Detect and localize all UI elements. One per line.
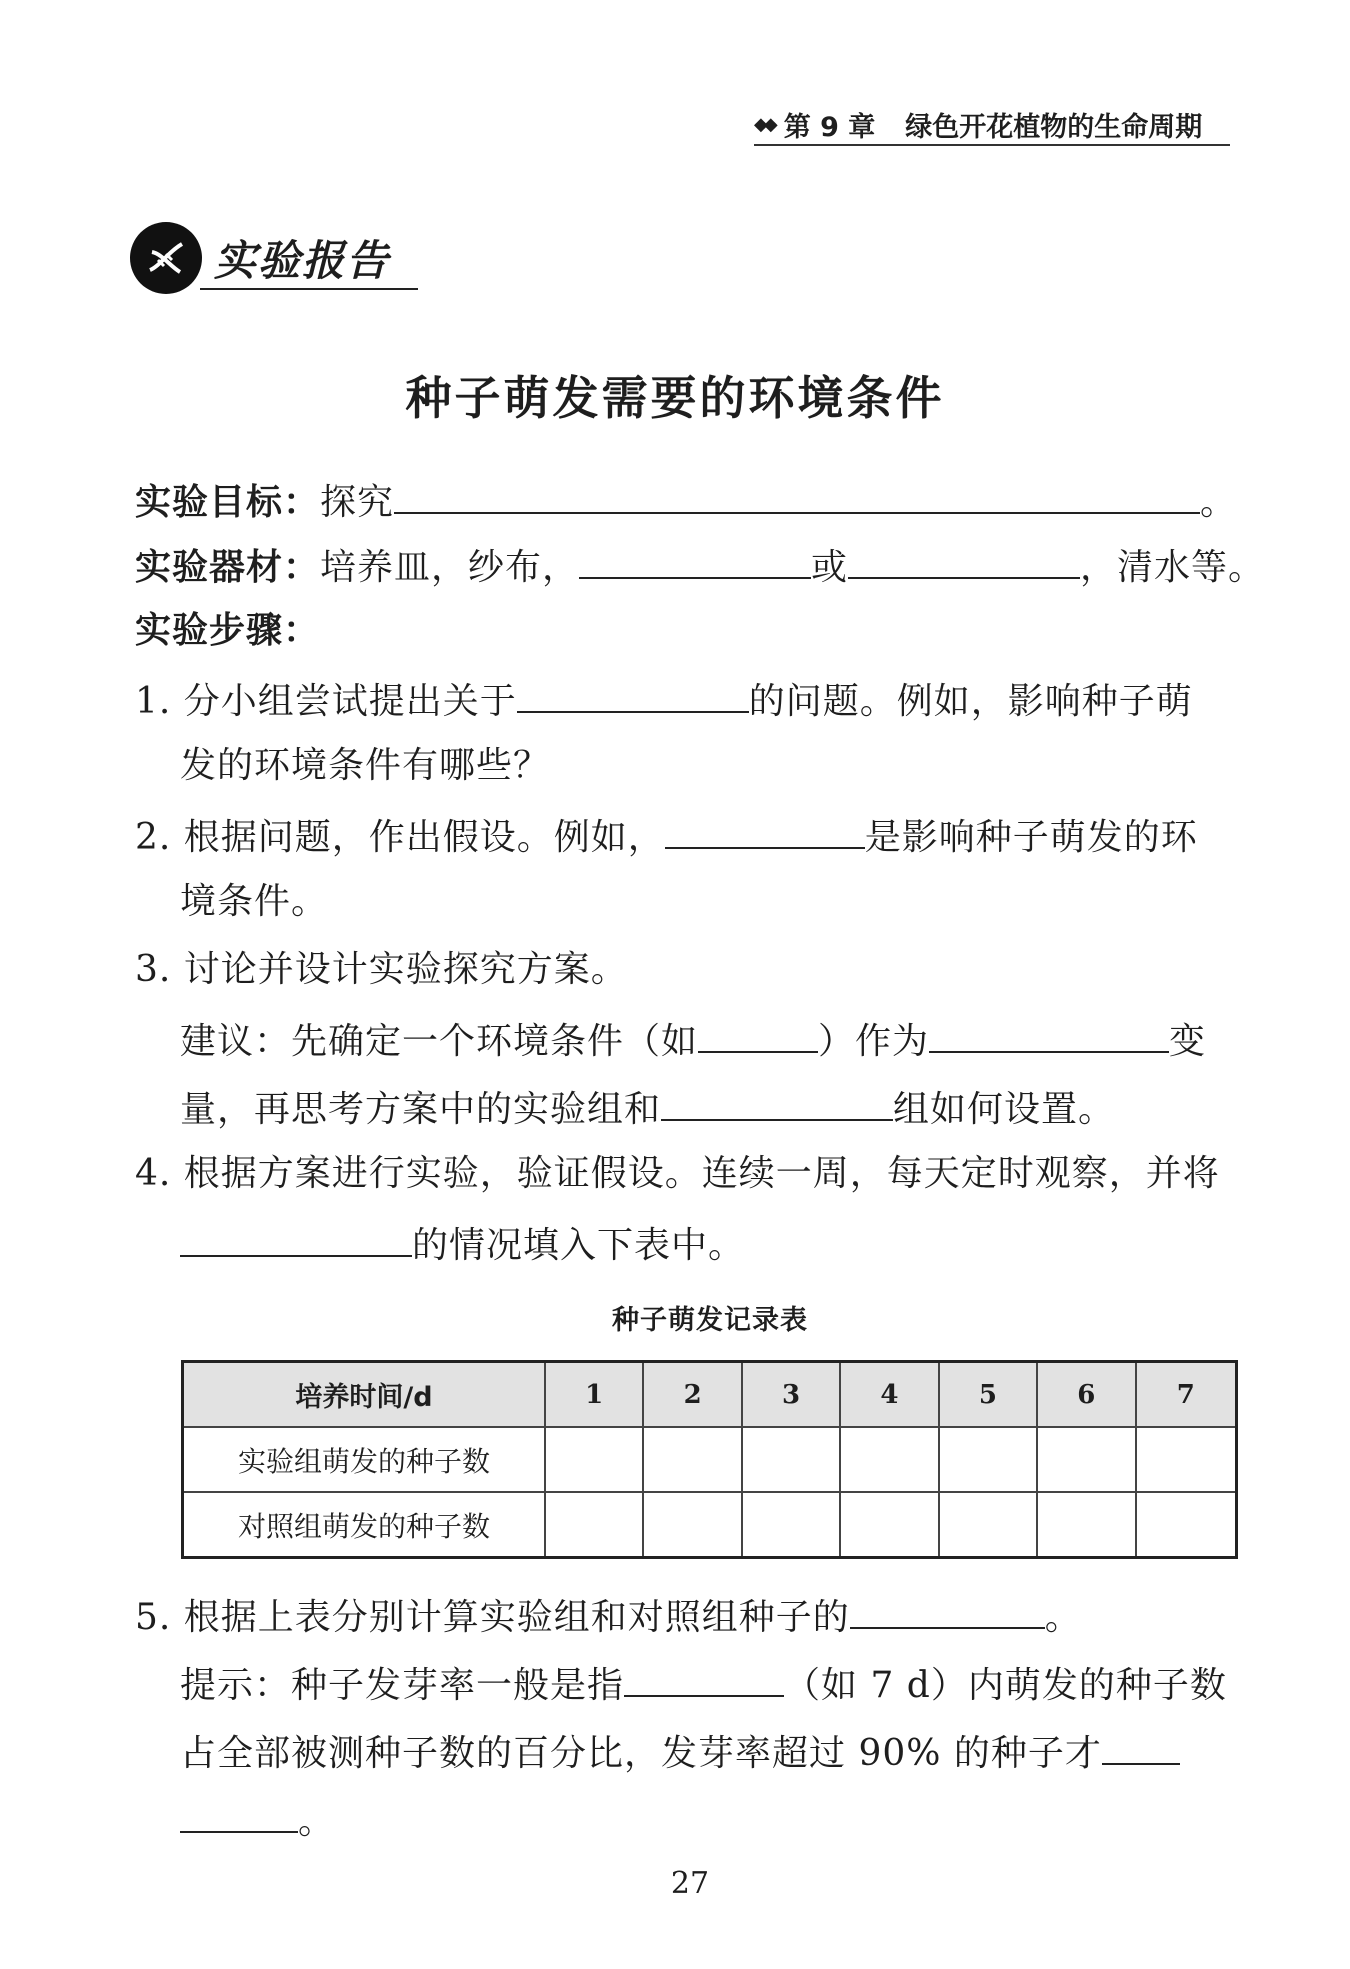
step-5-line-2 xyxy=(180,1657,1227,1707)
step-3-line-1: 3. 讨论并设计实验探究方案。 xyxy=(135,949,628,990)
row-label-experimental: 实验组萌发的种子数 xyxy=(183,1427,546,1492)
day-header: 1 xyxy=(545,1362,643,1428)
table-cell[interactable] xyxy=(1037,1427,1135,1492)
table-row xyxy=(183,1427,1237,1492)
materials-blank-1[interactable] xyxy=(579,539,811,579)
step-5-text-a: 5. 根据上表分别计算实验组和对照组种子的 xyxy=(135,1597,850,1638)
table-cell[interactable] xyxy=(840,1492,938,1558)
table-header-time: 培养时间/d xyxy=(183,1362,546,1428)
objective-text: 探究 xyxy=(320,482,395,523)
materials-line xyxy=(135,539,1265,589)
steps-label: 实验步骤： xyxy=(135,610,321,651)
step-5-end-d: 。 xyxy=(298,1801,336,1842)
day-header: 4 xyxy=(840,1362,938,1428)
step-4-line-2 xyxy=(180,1217,745,1267)
chapter-number: 第 9 章 xyxy=(783,111,876,143)
step-1-line-2: 发的环境条件有哪些？ xyxy=(180,745,551,786)
step-2-text-b: 是影响种子萌发的环 xyxy=(864,817,1198,858)
diamond-icon: ◆◆ xyxy=(754,113,774,135)
table-cell[interactable] xyxy=(939,1492,1037,1558)
page-title: 种子萌发需要的环境条件 xyxy=(405,371,945,425)
table-cell[interactable] xyxy=(545,1492,643,1558)
table-cell[interactable] xyxy=(939,1427,1037,1492)
objective-blank[interactable] xyxy=(394,474,1200,514)
step-5-line-4 xyxy=(180,1793,335,1843)
step-3-blank-1[interactable] xyxy=(698,1013,818,1053)
chapter-title: 绿色开花植物的生命周期 xyxy=(905,111,1203,143)
step-3-text-d: 组如何设置。 xyxy=(893,1089,1116,1130)
step-3-blank-2[interactable] xyxy=(929,1013,1169,1053)
step-3-blank-3[interactable] xyxy=(661,1081,893,1121)
table-cell[interactable] xyxy=(742,1427,840,1492)
step-4-blank[interactable] xyxy=(180,1217,412,1257)
row-label-control: 对照组萌发的种子数 xyxy=(183,1492,546,1558)
step-3-hint-a: 建议：先确定一个环境条件（如 xyxy=(180,1021,699,1062)
step-1-line-1 xyxy=(135,673,1193,723)
materials-or: 或 xyxy=(811,547,849,588)
day-header: 7 xyxy=(1136,1362,1237,1428)
step-5-end-a: 。 xyxy=(1044,1597,1082,1638)
table-cell[interactable] xyxy=(840,1427,938,1492)
step-2-blank[interactable] xyxy=(665,809,865,849)
page-number: 27 xyxy=(670,1866,710,1901)
table-cell[interactable] xyxy=(643,1492,741,1558)
step-5-hint-a: 提示：种子发芽率一般是指 xyxy=(180,1665,625,1706)
day-header: 2 xyxy=(643,1362,741,1428)
step-3-hint-b: ）作为 xyxy=(818,1021,930,1062)
table-title: 种子萌发记录表 xyxy=(612,1305,808,1336)
table-header-row xyxy=(183,1362,1237,1428)
germination-record-table xyxy=(181,1360,1238,1559)
table-cell[interactable] xyxy=(1037,1492,1135,1558)
objective-end: 。 xyxy=(1200,482,1238,523)
step-4-text-b: 的情况填入下表中。 xyxy=(412,1225,746,1266)
step-5-blank-1[interactable] xyxy=(850,1589,1045,1629)
day-header: 3 xyxy=(742,1362,840,1428)
step-3-line-3 xyxy=(180,1081,1115,1131)
table-cell[interactable] xyxy=(643,1427,741,1492)
materials-label: 实验器材： xyxy=(135,547,321,588)
step-5-blank-2[interactable] xyxy=(624,1657,784,1697)
step-4-line-1: 4. 根据方案进行实验，验证假设。连续一周，每天定时观察，并将 xyxy=(135,1153,1220,1194)
objective-line xyxy=(135,474,1237,524)
step-5-hint-b: （如 7 d）内萌发的种子数 xyxy=(784,1665,1227,1706)
step-2-line-2: 境条件。 xyxy=(180,881,329,922)
step-1-text-b: 的问题。例如，影响种子萌 xyxy=(748,681,1193,722)
step-1-text-a: 1. 分小组尝试提出关于 xyxy=(135,681,517,722)
table-row xyxy=(183,1492,1237,1558)
step-2-text-a: 2. 根据问题，作出假设。例如， xyxy=(135,817,665,858)
step-2-line-1 xyxy=(135,809,1198,859)
step-5-line-3 xyxy=(180,1725,1180,1775)
day-header: 5 xyxy=(939,1362,1037,1428)
step-3-line-2 xyxy=(180,1013,1206,1063)
step-5-text-c: 占全部被测种子数的百分比，发芽率超过 90% 的种子才 xyxy=(180,1733,1102,1774)
materials-blank-2[interactable] xyxy=(848,539,1080,579)
step-5-blank-3a[interactable] xyxy=(1102,1725,1180,1765)
banner-underline xyxy=(200,288,418,290)
step-3-text-c: 量，再思考方案中的实验组和 xyxy=(180,1089,662,1130)
dna-icon xyxy=(130,222,202,294)
materials-end: ，清水等。 xyxy=(1080,547,1266,588)
step-5-line-1 xyxy=(135,1589,1082,1639)
materials-text: 培养皿，纱布， xyxy=(320,547,580,588)
table-cell[interactable] xyxy=(742,1492,840,1558)
step-3-hint-c: 变 xyxy=(1169,1021,1207,1062)
table-cell[interactable] xyxy=(1136,1427,1237,1492)
table-cell[interactable] xyxy=(545,1427,643,1492)
step-1-blank[interactable] xyxy=(517,673,749,713)
table-cell[interactable] xyxy=(1136,1492,1237,1558)
chapter-header xyxy=(754,104,1230,146)
objective-label: 实验目标： xyxy=(135,482,321,523)
day-header: 6 xyxy=(1037,1362,1135,1428)
step-5-blank-3b[interactable] xyxy=(180,1793,298,1833)
section-banner-title: 实验报告 xyxy=(214,236,391,285)
